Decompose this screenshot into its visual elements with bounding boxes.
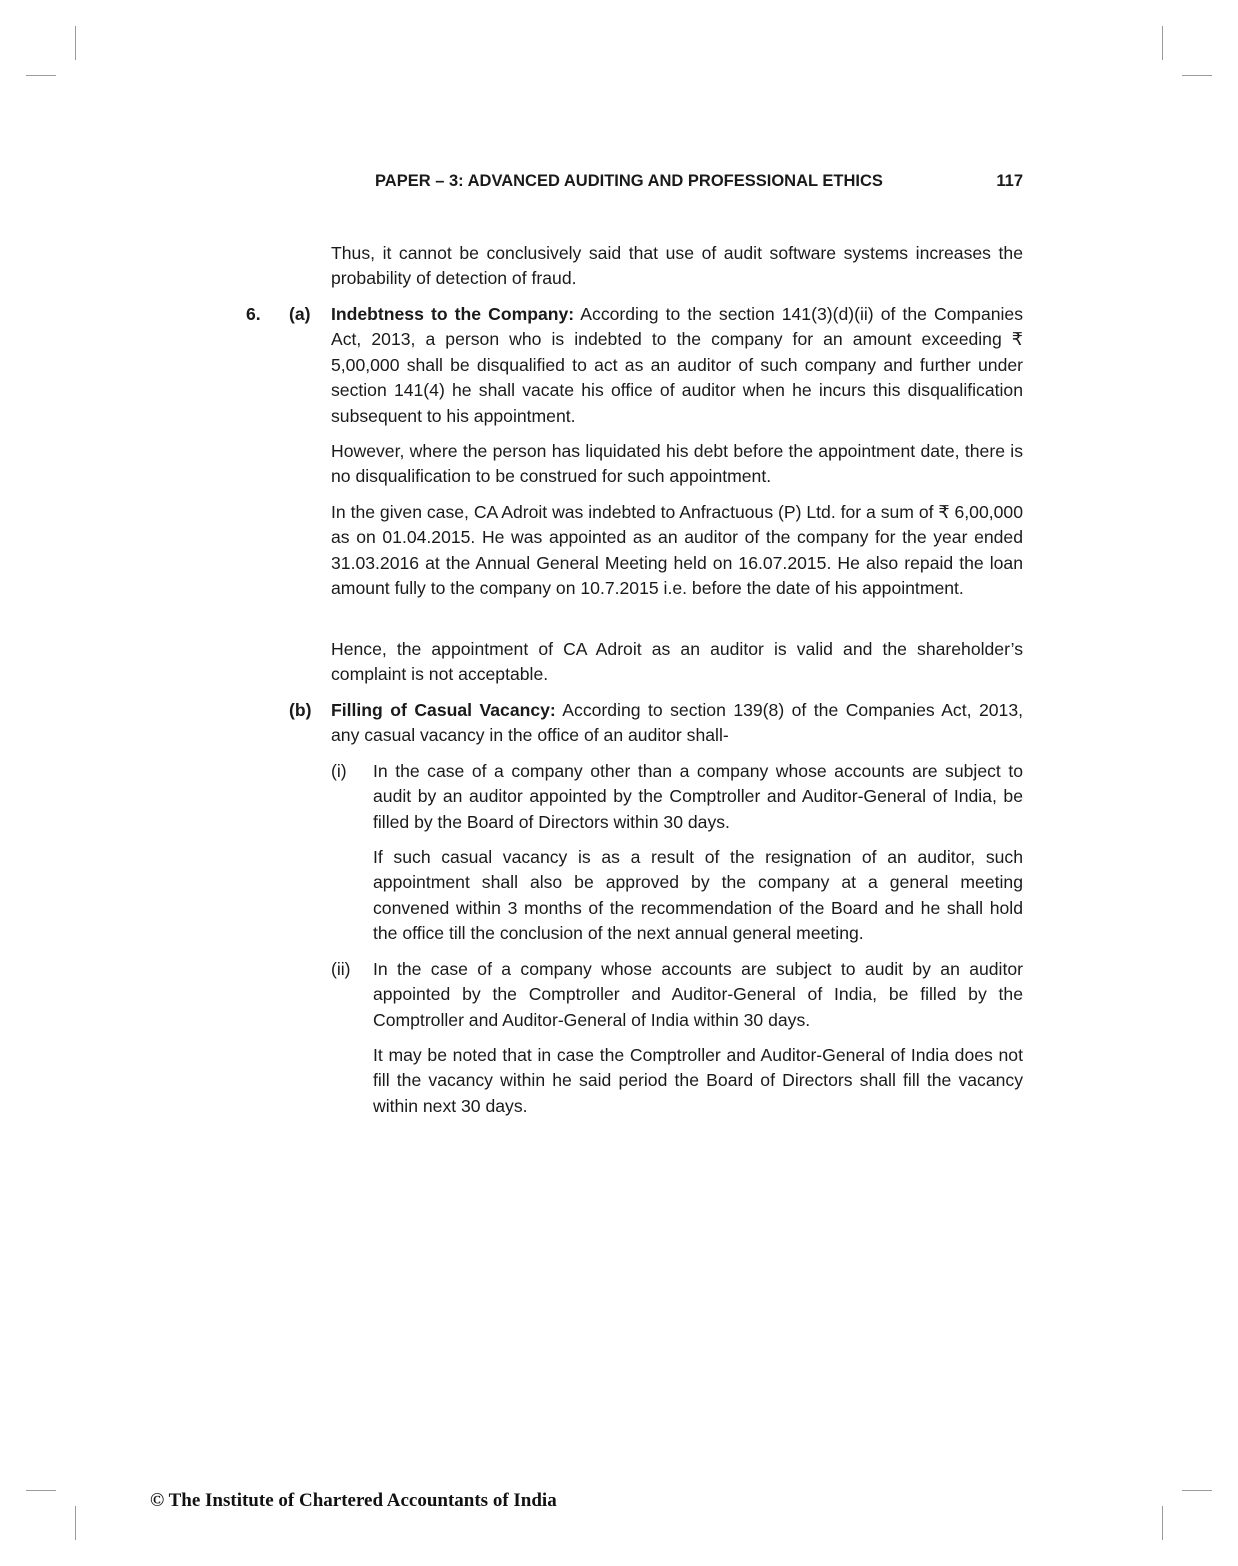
crop-mark-bottom-left-vertical	[75, 1506, 76, 1540]
crop-mark-top-left-vertical	[75, 26, 76, 60]
page-number: 117	[996, 172, 1023, 190]
paper-title: PAPER – 3: ADVANCED AUDITING AND PROFESSIONAL ETHICS	[375, 172, 883, 190]
sub-item-i-paragraph-1: In the case of a company other than a company whose accounts are subject to audit by an auditor appointed by the Comptroller and Auditor-General of India, be filled by the Board of Directors within 30 days.	[373, 761, 1023, 832]
page-header	[375, 172, 1023, 194]
part-a-heading: Indebtness to the Company:	[331, 304, 575, 324]
part-b-paragraph-1	[331, 698, 1023, 749]
copyright-footer: © The Institute of Chartered Accountants of India	[150, 1490, 557, 1511]
sub-item-i-paragraph-2: If such casual vacancy is as a result of the resignation of an auditor, such appointment shall also be approved by the company at a general meeting convened within 3 months of the recommendation of the Board and he shall hold the office till the conclusion of the next annual general meeting.	[373, 847, 1023, 944]
part-a-paragraph-3: In the given case, CA Adroit was indebted to Anfractuous (P) Ltd. for a sum of ₹ 6,00,000 as on 01.04.2015. He was appointed as an auditor of the company for the year ended 31.03.2016 at the Annual General Meeting held on 16.07.2015. He also repaid the loan amount fully to the company on 10.7.2015 i.e. before the date of his appointment.	[331, 502, 1023, 599]
intro-paragraph: Thus, it cannot be conclusively said that use of audit software systems increases the probability of detection of fraud.	[331, 243, 1023, 289]
sub-item-ii-label: (ii)	[331, 959, 351, 979]
part-a-paragraph-4: Hence, the appointment of CA Adroit as an auditor is valid and the shareholder’s complaint is not acceptable.	[331, 639, 1023, 685]
crop-mark-bottom-left-horizontal	[26, 1490, 56, 1491]
sub-item-ii-paragraph-1: In the case of a company whose accounts are subject to audit by an auditor appointed by the Comptroller and Auditor-General of India, be filled by the Comptroller and Auditor-General of India within 30 days.	[373, 959, 1023, 1030]
sub-item-i-label: (i)	[331, 761, 347, 781]
part-b-heading: Filling of Casual Vacancy:	[331, 700, 556, 720]
part-b-text-1: According to section 139(8) of the Companies Act, 2013, any casual vacancy in the office of an auditor shall-	[331, 700, 1023, 746]
crop-mark-top-left-horizontal	[26, 75, 56, 76]
part-b-label: (b)	[289, 700, 312, 720]
part-a-paragraph-2: However, where the person has liquidated his debt before the appointment date, there is no disqualification to be construed for such appointment.	[331, 441, 1023, 487]
part-a-label: (a)	[289, 304, 311, 324]
part-a-paragraph-1	[331, 302, 1023, 429]
crop-mark-top-right-vertical	[1162, 26, 1163, 60]
sub-item-ii-paragraph-2: It may be noted that in case the Comptroller and Auditor-General of India does not fill the vacancy within he said period the Board of Directors shall fill the vacancy within next 30 days.	[373, 1045, 1023, 1116]
question-number: 6.	[246, 304, 261, 324]
part-a-text-1: According to the section 141(3)(d)(ii) of the Companies Act, 2013, a person who is indebted to the company for an amount exceeding ₹ 5,00,000 shall be disqualified to act as an auditor of such company and further under section 141(4) he shall vacate his office of auditor when he incurs this disqualification subsequent to his appointment.	[331, 304, 1023, 426]
crop-mark-bottom-right-horizontal	[1182, 1490, 1212, 1491]
crop-mark-top-right-horizontal	[1182, 75, 1212, 76]
crop-mark-bottom-right-vertical	[1162, 1506, 1163, 1540]
